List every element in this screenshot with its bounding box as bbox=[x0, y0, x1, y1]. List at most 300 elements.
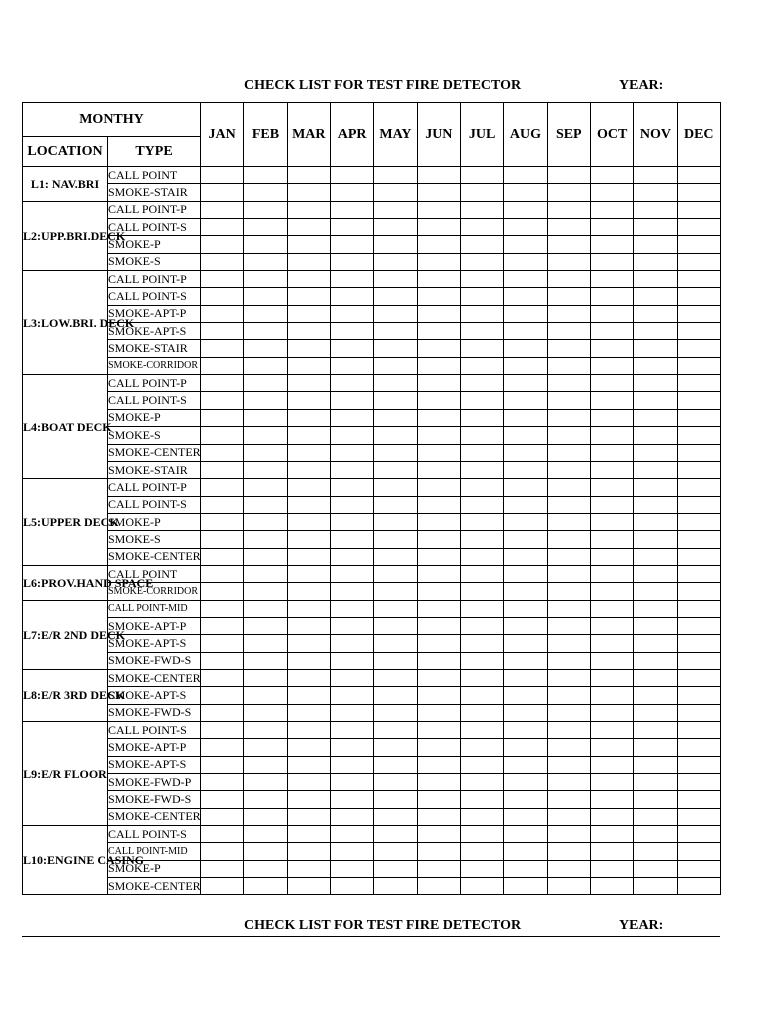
check-cell[interactable] bbox=[634, 323, 677, 340]
check-cell[interactable] bbox=[677, 531, 720, 548]
check-cell[interactable] bbox=[244, 375, 287, 392]
check-cell[interactable] bbox=[634, 687, 677, 704]
check-cell[interactable] bbox=[590, 271, 633, 288]
check-cell[interactable] bbox=[417, 184, 460, 201]
check-cell[interactable] bbox=[374, 184, 417, 201]
check-cell[interactable] bbox=[417, 652, 460, 669]
check-cell[interactable] bbox=[374, 808, 417, 825]
check-cell[interactable] bbox=[634, 375, 677, 392]
check-cell[interactable] bbox=[634, 704, 677, 721]
check-cell[interactable] bbox=[244, 219, 287, 236]
check-cell[interactable] bbox=[201, 461, 244, 478]
check-cell[interactable] bbox=[547, 669, 590, 686]
check-cell[interactable] bbox=[374, 219, 417, 236]
check-cell[interactable] bbox=[201, 253, 244, 270]
check-cell[interactable] bbox=[374, 652, 417, 669]
check-cell[interactable] bbox=[504, 878, 547, 895]
check-cell[interactable] bbox=[244, 652, 287, 669]
check-cell[interactable] bbox=[590, 739, 633, 756]
check-cell[interactable] bbox=[330, 565, 373, 582]
check-cell[interactable] bbox=[504, 340, 547, 357]
check-cell[interactable] bbox=[634, 808, 677, 825]
check-cell[interactable] bbox=[287, 617, 330, 634]
check-cell[interactable] bbox=[460, 271, 503, 288]
check-cell[interactable] bbox=[244, 826, 287, 843]
check-cell[interactable] bbox=[504, 427, 547, 444]
check-cell[interactable] bbox=[330, 288, 373, 305]
check-cell[interactable] bbox=[244, 687, 287, 704]
check-cell[interactable] bbox=[504, 236, 547, 253]
check-cell[interactable] bbox=[460, 305, 503, 322]
check-cell[interactable] bbox=[547, 635, 590, 652]
check-cell[interactable] bbox=[460, 184, 503, 201]
check-cell[interactable] bbox=[677, 375, 720, 392]
check-cell[interactable] bbox=[634, 548, 677, 565]
check-cell[interactable] bbox=[460, 427, 503, 444]
check-cell[interactable] bbox=[590, 756, 633, 773]
check-cell[interactable] bbox=[287, 479, 330, 496]
check-cell[interactable] bbox=[547, 531, 590, 548]
check-cell[interactable] bbox=[287, 288, 330, 305]
check-cell[interactable] bbox=[590, 617, 633, 634]
check-cell[interactable] bbox=[547, 513, 590, 530]
check-cell[interactable] bbox=[374, 635, 417, 652]
check-cell[interactable] bbox=[287, 305, 330, 322]
check-cell[interactable] bbox=[460, 496, 503, 513]
check-cell[interactable] bbox=[330, 722, 373, 739]
check-cell[interactable] bbox=[460, 461, 503, 478]
check-cell[interactable] bbox=[590, 219, 633, 236]
check-cell[interactable] bbox=[634, 843, 677, 860]
check-cell[interactable] bbox=[417, 288, 460, 305]
check-cell[interactable] bbox=[590, 427, 633, 444]
check-cell[interactable] bbox=[330, 704, 373, 721]
check-cell[interactable] bbox=[547, 427, 590, 444]
check-cell[interactable] bbox=[417, 878, 460, 895]
check-cell[interactable] bbox=[330, 600, 373, 617]
check-cell[interactable] bbox=[330, 531, 373, 548]
check-cell[interactable] bbox=[547, 253, 590, 270]
check-cell[interactable] bbox=[504, 253, 547, 270]
check-cell[interactable] bbox=[590, 496, 633, 513]
check-cell[interactable] bbox=[547, 722, 590, 739]
check-cell[interactable] bbox=[417, 635, 460, 652]
check-cell[interactable] bbox=[460, 357, 503, 374]
check-cell[interactable] bbox=[634, 496, 677, 513]
check-cell[interactable] bbox=[677, 479, 720, 496]
check-cell[interactable] bbox=[634, 531, 677, 548]
check-cell[interactable] bbox=[201, 479, 244, 496]
check-cell[interactable] bbox=[244, 340, 287, 357]
check-cell[interactable] bbox=[287, 219, 330, 236]
check-cell[interactable] bbox=[460, 774, 503, 791]
check-cell[interactable] bbox=[244, 392, 287, 409]
check-cell[interactable] bbox=[677, 774, 720, 791]
check-cell[interactable] bbox=[330, 219, 373, 236]
check-cell[interactable] bbox=[634, 878, 677, 895]
check-cell[interactable] bbox=[590, 167, 633, 184]
check-cell[interactable] bbox=[201, 340, 244, 357]
check-cell[interactable] bbox=[504, 791, 547, 808]
check-cell[interactable] bbox=[287, 184, 330, 201]
check-cell[interactable] bbox=[330, 635, 373, 652]
check-cell[interactable] bbox=[634, 427, 677, 444]
check-cell[interactable] bbox=[460, 617, 503, 634]
check-cell[interactable] bbox=[677, 687, 720, 704]
check-cell[interactable] bbox=[330, 548, 373, 565]
check-cell[interactable] bbox=[374, 704, 417, 721]
check-cell[interactable] bbox=[330, 843, 373, 860]
check-cell[interactable] bbox=[201, 635, 244, 652]
check-cell[interactable] bbox=[201, 756, 244, 773]
check-cell[interactable] bbox=[634, 461, 677, 478]
check-cell[interactable] bbox=[504, 704, 547, 721]
check-cell[interactable] bbox=[201, 583, 244, 600]
check-cell[interactable] bbox=[330, 652, 373, 669]
check-cell[interactable] bbox=[504, 513, 547, 530]
check-cell[interactable] bbox=[460, 253, 503, 270]
check-cell[interactable] bbox=[590, 531, 633, 548]
check-cell[interactable] bbox=[244, 513, 287, 530]
check-cell[interactable] bbox=[504, 617, 547, 634]
check-cell[interactable] bbox=[590, 340, 633, 357]
check-cell[interactable] bbox=[374, 548, 417, 565]
check-cell[interactable] bbox=[590, 236, 633, 253]
check-cell[interactable] bbox=[201, 617, 244, 634]
check-cell[interactable] bbox=[547, 288, 590, 305]
check-cell[interactable] bbox=[677, 860, 720, 877]
check-cell[interactable] bbox=[287, 548, 330, 565]
check-cell[interactable] bbox=[590, 669, 633, 686]
check-cell[interactable] bbox=[677, 323, 720, 340]
check-cell[interactable] bbox=[504, 461, 547, 478]
check-cell[interactable] bbox=[374, 600, 417, 617]
check-cell[interactable] bbox=[504, 305, 547, 322]
check-cell[interactable] bbox=[677, 722, 720, 739]
check-cell[interactable] bbox=[374, 375, 417, 392]
check-cell[interactable] bbox=[330, 774, 373, 791]
check-cell[interactable] bbox=[330, 583, 373, 600]
check-cell[interactable] bbox=[244, 288, 287, 305]
check-cell[interactable] bbox=[287, 531, 330, 548]
check-cell[interactable] bbox=[374, 271, 417, 288]
check-cell[interactable] bbox=[287, 375, 330, 392]
check-cell[interactable] bbox=[590, 479, 633, 496]
check-cell[interactable] bbox=[374, 583, 417, 600]
check-cell[interactable] bbox=[417, 600, 460, 617]
check-cell[interactable] bbox=[590, 409, 633, 426]
check-cell[interactable] bbox=[460, 479, 503, 496]
check-cell[interactable] bbox=[460, 444, 503, 461]
check-cell[interactable] bbox=[417, 531, 460, 548]
check-cell[interactable] bbox=[374, 201, 417, 218]
check-cell[interactable] bbox=[460, 704, 503, 721]
check-cell[interactable] bbox=[417, 704, 460, 721]
check-cell[interactable] bbox=[244, 704, 287, 721]
check-cell[interactable] bbox=[460, 756, 503, 773]
check-cell[interactable] bbox=[244, 669, 287, 686]
check-cell[interactable] bbox=[460, 652, 503, 669]
check-cell[interactable] bbox=[374, 878, 417, 895]
check-cell[interactable] bbox=[460, 236, 503, 253]
check-cell[interactable] bbox=[547, 340, 590, 357]
check-cell[interactable] bbox=[634, 583, 677, 600]
check-cell[interactable] bbox=[330, 479, 373, 496]
check-cell[interactable] bbox=[244, 774, 287, 791]
check-cell[interactable] bbox=[244, 808, 287, 825]
check-cell[interactable] bbox=[201, 774, 244, 791]
check-cell[interactable] bbox=[201, 219, 244, 236]
check-cell[interactable] bbox=[330, 739, 373, 756]
check-cell[interactable] bbox=[374, 288, 417, 305]
check-cell[interactable] bbox=[330, 167, 373, 184]
check-cell[interactable] bbox=[244, 635, 287, 652]
check-cell[interactable] bbox=[504, 739, 547, 756]
check-cell[interactable] bbox=[201, 652, 244, 669]
check-cell[interactable] bbox=[590, 774, 633, 791]
check-cell[interactable] bbox=[417, 271, 460, 288]
check-cell[interactable] bbox=[244, 791, 287, 808]
check-cell[interactable] bbox=[677, 236, 720, 253]
check-cell[interactable] bbox=[460, 531, 503, 548]
check-cell[interactable] bbox=[590, 843, 633, 860]
check-cell[interactable] bbox=[547, 461, 590, 478]
check-cell[interactable] bbox=[634, 860, 677, 877]
check-cell[interactable] bbox=[677, 271, 720, 288]
check-cell[interactable] bbox=[504, 774, 547, 791]
check-cell[interactable] bbox=[417, 323, 460, 340]
check-cell[interactable] bbox=[287, 756, 330, 773]
check-cell[interactable] bbox=[244, 323, 287, 340]
check-cell[interactable] bbox=[504, 565, 547, 582]
check-cell[interactable] bbox=[417, 722, 460, 739]
check-cell[interactable] bbox=[201, 791, 244, 808]
check-cell[interactable] bbox=[244, 496, 287, 513]
check-cell[interactable] bbox=[374, 323, 417, 340]
check-cell[interactable] bbox=[201, 826, 244, 843]
check-cell[interactable] bbox=[547, 617, 590, 634]
check-cell[interactable] bbox=[460, 878, 503, 895]
check-cell[interactable] bbox=[547, 739, 590, 756]
check-cell[interactable] bbox=[547, 756, 590, 773]
check-cell[interactable] bbox=[547, 323, 590, 340]
check-cell[interactable] bbox=[287, 739, 330, 756]
check-cell[interactable] bbox=[417, 357, 460, 374]
check-cell[interactable] bbox=[201, 375, 244, 392]
check-cell[interactable] bbox=[590, 722, 633, 739]
check-cell[interactable] bbox=[634, 600, 677, 617]
check-cell[interactable] bbox=[677, 253, 720, 270]
check-cell[interactable] bbox=[417, 583, 460, 600]
check-cell[interactable] bbox=[201, 704, 244, 721]
check-cell[interactable] bbox=[677, 409, 720, 426]
check-cell[interactable] bbox=[201, 271, 244, 288]
check-cell[interactable] bbox=[460, 167, 503, 184]
check-cell[interactable] bbox=[460, 513, 503, 530]
check-cell[interactable] bbox=[201, 565, 244, 582]
check-cell[interactable] bbox=[677, 635, 720, 652]
check-cell[interactable] bbox=[287, 774, 330, 791]
check-cell[interactable] bbox=[590, 548, 633, 565]
check-cell[interactable] bbox=[504, 583, 547, 600]
check-cell[interactable] bbox=[330, 496, 373, 513]
check-cell[interactable] bbox=[547, 167, 590, 184]
check-cell[interactable] bbox=[330, 305, 373, 322]
check-cell[interactable] bbox=[504, 184, 547, 201]
check-cell[interactable] bbox=[201, 669, 244, 686]
check-cell[interactable] bbox=[504, 288, 547, 305]
check-cell[interactable] bbox=[460, 201, 503, 218]
check-cell[interactable] bbox=[634, 184, 677, 201]
check-cell[interactable] bbox=[201, 548, 244, 565]
check-cell[interactable] bbox=[287, 461, 330, 478]
check-cell[interactable] bbox=[677, 669, 720, 686]
check-cell[interactable] bbox=[287, 878, 330, 895]
check-cell[interactable] bbox=[504, 687, 547, 704]
check-cell[interactable] bbox=[547, 236, 590, 253]
check-cell[interactable] bbox=[504, 756, 547, 773]
check-cell[interactable] bbox=[417, 739, 460, 756]
check-cell[interactable] bbox=[330, 184, 373, 201]
check-cell[interactable] bbox=[287, 340, 330, 357]
check-cell[interactable] bbox=[677, 392, 720, 409]
check-cell[interactable] bbox=[460, 687, 503, 704]
check-cell[interactable] bbox=[417, 444, 460, 461]
check-cell[interactable] bbox=[201, 392, 244, 409]
check-cell[interactable] bbox=[417, 219, 460, 236]
check-cell[interactable] bbox=[330, 236, 373, 253]
check-cell[interactable] bbox=[287, 652, 330, 669]
check-cell[interactable] bbox=[504, 860, 547, 877]
check-cell[interactable] bbox=[417, 305, 460, 322]
check-cell[interactable] bbox=[417, 409, 460, 426]
check-cell[interactable] bbox=[590, 791, 633, 808]
check-cell[interactable] bbox=[287, 600, 330, 617]
check-cell[interactable] bbox=[590, 808, 633, 825]
check-cell[interactable] bbox=[590, 878, 633, 895]
check-cell[interactable] bbox=[374, 236, 417, 253]
check-cell[interactable] bbox=[547, 444, 590, 461]
check-cell[interactable] bbox=[547, 878, 590, 895]
check-cell[interactable] bbox=[677, 444, 720, 461]
check-cell[interactable] bbox=[547, 219, 590, 236]
check-cell[interactable] bbox=[460, 219, 503, 236]
check-cell[interactable] bbox=[244, 600, 287, 617]
check-cell[interactable] bbox=[330, 617, 373, 634]
check-cell[interactable] bbox=[374, 843, 417, 860]
check-cell[interactable] bbox=[504, 323, 547, 340]
check-cell[interactable] bbox=[547, 479, 590, 496]
check-cell[interactable] bbox=[374, 357, 417, 374]
check-cell[interactable] bbox=[201, 860, 244, 877]
check-cell[interactable] bbox=[677, 583, 720, 600]
check-cell[interactable] bbox=[677, 878, 720, 895]
check-cell[interactable] bbox=[374, 305, 417, 322]
check-cell[interactable] bbox=[677, 357, 720, 374]
check-cell[interactable] bbox=[547, 687, 590, 704]
check-cell[interactable] bbox=[547, 583, 590, 600]
check-cell[interactable] bbox=[287, 826, 330, 843]
check-cell[interactable] bbox=[374, 340, 417, 357]
check-cell[interactable] bbox=[547, 271, 590, 288]
check-cell[interactable] bbox=[677, 756, 720, 773]
check-cell[interactable] bbox=[504, 496, 547, 513]
check-cell[interactable] bbox=[374, 167, 417, 184]
check-cell[interactable] bbox=[590, 323, 633, 340]
check-cell[interactable] bbox=[374, 409, 417, 426]
check-cell[interactable] bbox=[287, 791, 330, 808]
check-cell[interactable] bbox=[677, 461, 720, 478]
check-cell[interactable] bbox=[504, 392, 547, 409]
check-cell[interactable] bbox=[417, 756, 460, 773]
check-cell[interactable] bbox=[244, 548, 287, 565]
check-cell[interactable] bbox=[287, 687, 330, 704]
check-cell[interactable] bbox=[244, 878, 287, 895]
check-cell[interactable] bbox=[417, 617, 460, 634]
check-cell[interactable] bbox=[634, 340, 677, 357]
check-cell[interactable] bbox=[374, 687, 417, 704]
check-cell[interactable] bbox=[634, 774, 677, 791]
check-cell[interactable] bbox=[460, 860, 503, 877]
check-cell[interactable] bbox=[634, 288, 677, 305]
check-cell[interactable] bbox=[634, 201, 677, 218]
check-cell[interactable] bbox=[634, 652, 677, 669]
check-cell[interactable] bbox=[244, 236, 287, 253]
check-cell[interactable] bbox=[287, 635, 330, 652]
check-cell[interactable] bbox=[590, 375, 633, 392]
check-cell[interactable] bbox=[460, 288, 503, 305]
check-cell[interactable] bbox=[330, 271, 373, 288]
check-cell[interactable] bbox=[634, 635, 677, 652]
check-cell[interactable] bbox=[417, 565, 460, 582]
check-cell[interactable] bbox=[547, 652, 590, 669]
check-cell[interactable] bbox=[201, 496, 244, 513]
check-cell[interactable] bbox=[330, 357, 373, 374]
check-cell[interactable] bbox=[201, 444, 244, 461]
check-cell[interactable] bbox=[417, 548, 460, 565]
check-cell[interactable] bbox=[244, 409, 287, 426]
check-cell[interactable] bbox=[460, 808, 503, 825]
check-cell[interactable] bbox=[374, 479, 417, 496]
check-cell[interactable] bbox=[244, 444, 287, 461]
check-cell[interactable] bbox=[287, 513, 330, 530]
check-cell[interactable] bbox=[417, 340, 460, 357]
check-cell[interactable] bbox=[374, 860, 417, 877]
check-cell[interactable] bbox=[374, 392, 417, 409]
check-cell[interactable] bbox=[201, 808, 244, 825]
check-cell[interactable] bbox=[590, 444, 633, 461]
check-cell[interactable] bbox=[504, 808, 547, 825]
check-cell[interactable] bbox=[677, 565, 720, 582]
check-cell[interactable] bbox=[547, 704, 590, 721]
check-cell[interactable] bbox=[201, 739, 244, 756]
check-cell[interactable] bbox=[677, 739, 720, 756]
check-cell[interactable] bbox=[590, 305, 633, 322]
check-cell[interactable] bbox=[201, 878, 244, 895]
check-cell[interactable] bbox=[417, 774, 460, 791]
check-cell[interactable] bbox=[287, 565, 330, 582]
check-cell[interactable] bbox=[590, 184, 633, 201]
check-cell[interactable] bbox=[287, 860, 330, 877]
check-cell[interactable] bbox=[634, 565, 677, 582]
check-cell[interactable] bbox=[460, 323, 503, 340]
check-cell[interactable] bbox=[460, 635, 503, 652]
check-cell[interactable] bbox=[417, 392, 460, 409]
check-cell[interactable] bbox=[590, 253, 633, 270]
check-cell[interactable] bbox=[330, 808, 373, 825]
check-cell[interactable] bbox=[374, 756, 417, 773]
check-cell[interactable] bbox=[504, 600, 547, 617]
